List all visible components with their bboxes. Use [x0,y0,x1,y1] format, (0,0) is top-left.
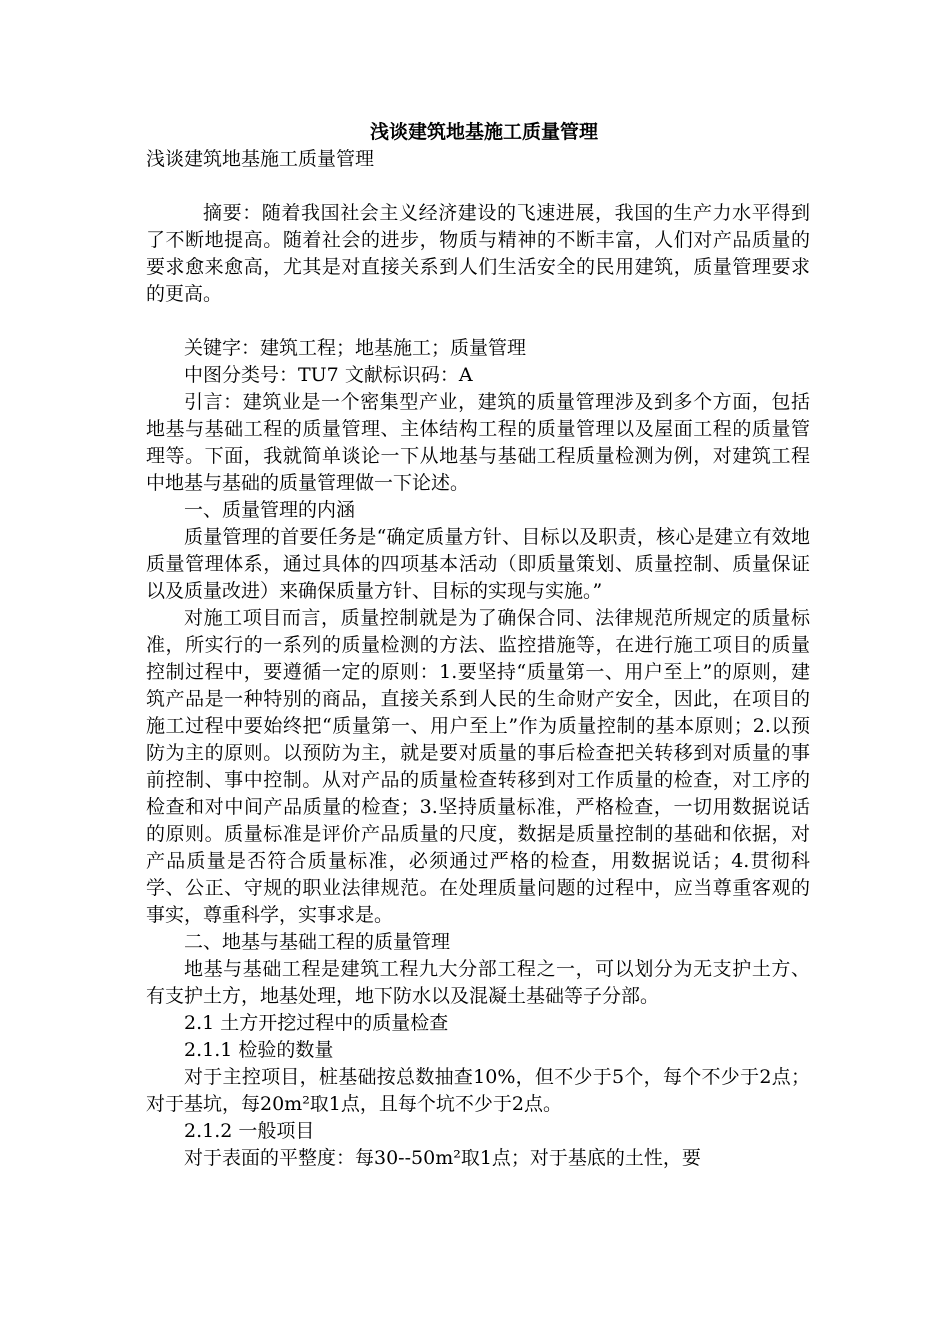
intro-paragraph: 引言：建筑业是一个密集型产业，建筑的质量管理涉及到多个方面，包括地基与基础工程的质量管理、主体结构工程的质量管理以及屋面工程的质量管理等。下面，我就简单谈论一下从地基与基础工程质量检测为例，对建筑工程中地基与基础的质量管理做一下论述。 [146,391,810,494]
section-2-1-heading: 2.1 土方开挖过程中的质量检查 [184,1012,449,1034]
keywords-line: 关键字：建筑工程；地基施工；质量管理 [184,337,527,359]
blank-line [146,173,810,200]
section-2-heading: 二、地基与基础工程的质量管理 [184,931,451,953]
section-2-1-2-paragraph: 对于表面的平整度：每30--50m²取1点；对于基底的土性，要 [184,1147,701,1169]
section-1-paragraph-2: 对施工项目而言，质量控制就是为了确保合同、法律规范所规定的质量标准，所实行的一系列的质量检测的方法、监控措施等，在进行施工项目的质量控制过程中，要遵循一定的原则：1.要坚持“质量第一、用户至上”的原则，建筑产品是一种特别的商品，直接关系到人民的生命财产安全，因此，在项目的施工过程中要始终把“质量第一、用户至上”作为质量控制的基本原则；2.以预防为主的原则。以预防为主，就是要对质量的事后检查把关转移到对质量的事前控制、事中控制。从对产品的质量检查转移到对工作质量的检查，对工序的检查和对中间产品质量的检查；3.坚持质量标准，严格检查，一切用数据说话的原则。质量标准是评价产品质量的尺度，数据是质量控制的基础和依据，对产品质量是否符合质量标准，必须通过严格的检查，用数据说话；4.贯彻科学、公正、守规的职业法律规范。在处理质量问题的过程中，应当尊重客观的事实，尊重科学，实事求是。 [146,607,810,926]
section-1-heading: 一、质量管理的内涵 [184,499,356,521]
section-2-1-2-heading: 2.1.2 一般项目 [184,1120,315,1142]
blank-line [146,308,810,335]
document-subtitle: 浅谈建筑地基施工质量管理 [146,148,375,170]
section-2-paragraph-1: 地基与基础工程是建筑工程九大分部工程之一，可以划分为无支护土方、有支护土方，地基处理，地下防水以及混凝土基础等子分部。 [146,958,810,1007]
document-page [146,118,810,1172]
section-1-paragraph-1: 质量管理的首要任务是“确定质量方针、目标以及职责，核心是建立有效地质量管理体系，通过具体的四项基本活动（即质量策划、质量控制、质量保证以及质量改进）来确保质量方针、目标的实现与实施。” [146,526,810,602]
classification-line: 中图分类号：TU7 文献标识码：A [184,364,473,386]
section-2-1-1-heading: 2.1.1 检验的数量 [184,1039,334,1061]
abstract-paragraph: 摘要：随着我国社会主义经济建设的飞速进展，我国的生产力水平得到了不断地提高。随着社会的进步，物质与精神的不断丰富，人们对产品质量的要求愈来愈高，尤其是对直接关系到人们生活安全的民用建筑，质量管理要求的更高。 [146,202,810,305]
document-title: 浅谈建筑地基施工质量管理 [369,121,598,143]
section-2-1-1-paragraph: 对于主控项目，桩基础按总数抽查10%，但不少于5个，每个不少于2点；对于基坑，每20m²取1点，且每个坑不少于2点。 [146,1066,810,1115]
